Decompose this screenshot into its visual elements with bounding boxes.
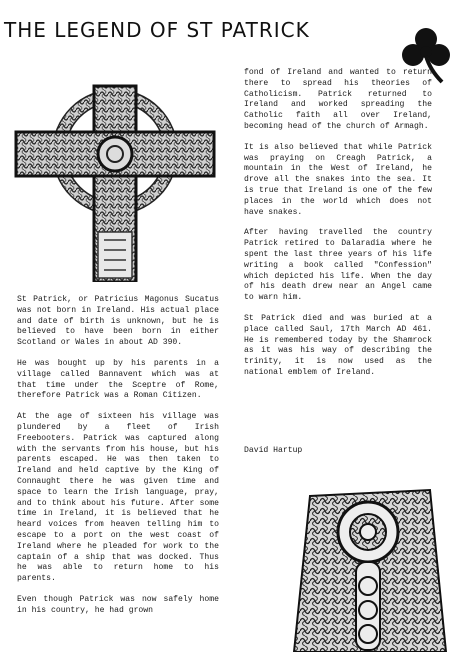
article-paragraph: fond of Ireland and wanted to return there to spread his theories of Catholicism. Patrick returned to Ireland and worked spreading the Catholic faith all over Ireland, becoming head of the church of Armagh. (244, 68, 432, 131)
article-paragraph: It is also believed that while Patrick was praying on Creagh Patrick, a mountain in the West of Ireland, he drove all the snakes into the sea. It is true that Ireland is one of the few places in the world which does not have snakes. (244, 142, 432, 217)
celtic-cross-illustration (12, 82, 218, 282)
article-paragraph: St Patrick, or Patricius Magonus Sucatus was not born in Ireland. His actual place and date of birth is unknown, but he is believed to have been born in either Scotland or Wales in about AD 390. (17, 295, 219, 348)
article-right-column (244, 68, 432, 389)
page-title: THE LEGEND OF ST PATRICK (4, 18, 310, 42)
article-paragraph: At the age of sixteen his village was plundered by a fleet of Irish Freebooters. Patrick was captured along with the servants from his house, but his parents escaped. He was then taken to Ireland and held captive by the King of Connaught there he was given time and space to learn the Irish language, pray, and to think about his future. After some time in Ireland, it is believed that he heard voices from heaven telling him to escape to a port on the west coast of Ireland where he pleaded for work to the captain of a ship that was docked. Thus he was able to return home to his parents. (17, 412, 219, 584)
article-paragraph: Even though Patrick was now safely home in his country, he had grown (17, 594, 219, 615)
article-left-column (17, 295, 219, 627)
article-paragraph: After having travelled the country Patrick retired to Dalaradia where he spent the last three years of his life writing a book called "Confession" which depicted his life. When the day of his death drew near an Angel came to warn him. (244, 228, 432, 303)
author-name: David Hartup (244, 446, 303, 455)
article-paragraph: He was bought up by his parents in a village called Bannavent which was at that time under the Sceptre of Rome, therefore Patrick was a Roman Citizen. (17, 358, 219, 401)
carved-stone-illustration (290, 486, 450, 652)
article-paragraph: St Patrick died and was buried at a place called Saul, 17th March AD 461. He is remembered today by the Shamrock as it was his way of describing the trinity, it is now used as the national emblem of Ireland. (244, 313, 432, 377)
